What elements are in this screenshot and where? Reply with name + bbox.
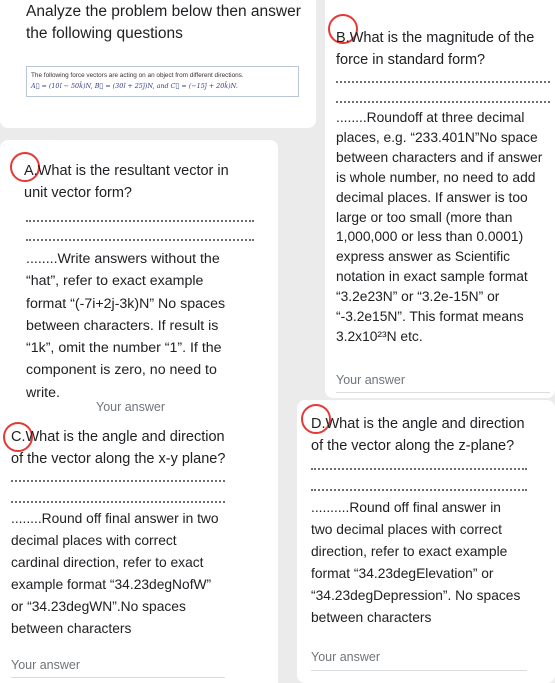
question-card-c (0, 415, 278, 683)
question-a-prompt-line-2: unit vector form? (24, 185, 132, 201)
dotted-separator (311, 468, 527, 470)
question-d-prompt (311, 413, 525, 435)
question-b-prompt-line-1: What is the magnitude of the (349, 30, 535, 46)
question-c-prompt-line-2: of the vector along the x-y plane? (11, 451, 226, 467)
dotted-separator (11, 501, 225, 503)
dotted-separator (336, 81, 550, 83)
question-card-a (0, 140, 278, 425)
question-d-prompt-line-1: What is the angle and direction (325, 416, 525, 432)
answer-input-d[interactable]: Your answer (311, 650, 381, 664)
question-d-instructions: ..........Round off final answer in two decimal places with correct direction, refer to exact example format “34.23degElevation” or “34.23degDepression”. No spaces between characters (311, 500, 521, 625)
header-line-1: Analyze the problem below then answer (26, 3, 301, 20)
question-card-d (297, 400, 555, 683)
question-b-prompt (336, 27, 534, 49)
problem-statement: The following force vectors are acting on an object from different directions. (31, 72, 244, 79)
dotted-separator (336, 101, 550, 103)
answer-input-c[interactable]: Your answer (11, 658, 81, 672)
answer-input-b[interactable]: Your answer (336, 373, 406, 387)
dotted-separator (26, 220, 254, 222)
header-line-2: the following questions (26, 25, 183, 42)
question-b-marker: B. (336, 30, 350, 46)
question-a-marker: A. (24, 163, 38, 179)
question-c-prompt-line-1: What is the angle and direction (25, 429, 225, 445)
dotted-separator (11, 480, 225, 482)
answer-underline-c (11, 677, 225, 678)
question-c-marker: C. (11, 429, 26, 445)
question-a-prompt-line-1: What is the resultant vector in (37, 163, 229, 179)
question-a-prompt (24, 160, 229, 182)
answer-input-a[interactable]: Your answer (96, 400, 166, 414)
question-a-instructions: ........Write answers without the “hat”, refer to exact example format “(-7i+2j-3k)N” No spaces between characters. If result is “1k”, omit the number “1”. If the component is zero, no need to write. (26, 251, 226, 401)
question-c-instructions: ........Round off final answer in two decimal places with correct cardinal direction, refer to exact example format “34.23degNofW” or “34.23degWN”.No spaces between characters (11, 511, 219, 636)
question-c-prompt (11, 426, 225, 448)
problem-vectors: A⃗ = (10î − 50k̂)N, B⃗ = (30î + 25ĵ)N, and C⃗ = (−15ĵ + 20k̂)N. (31, 82, 238, 90)
question-d-prompt-line-2: of the vector along the z-plane? (311, 438, 515, 454)
dotted-separator (26, 239, 254, 241)
answer-underline-b (336, 392, 550, 393)
header-card (0, 0, 316, 128)
question-d-marker: D. (311, 416, 326, 432)
question-b-instructions: ........Roundoff at three decimal places, e.g. “233.401N”No space between characters and if answer is whole number, no need to add decimal places. If answer is too large or too small (more than 1,000,000 or less than 0.0001) express answer as Scientific notation in exact sample format “3.2e23N” or “3.2e-15N” or “-3.2e15N”. This format means 3.2x10²³N etc. (336, 110, 543, 344)
dotted-separator (311, 489, 527, 491)
question-card-b (325, 0, 555, 398)
question-b-prompt-line-2: force in standard form? (336, 52, 486, 68)
problem-statement-box (26, 66, 299, 97)
answer-underline-d (311, 670, 527, 671)
